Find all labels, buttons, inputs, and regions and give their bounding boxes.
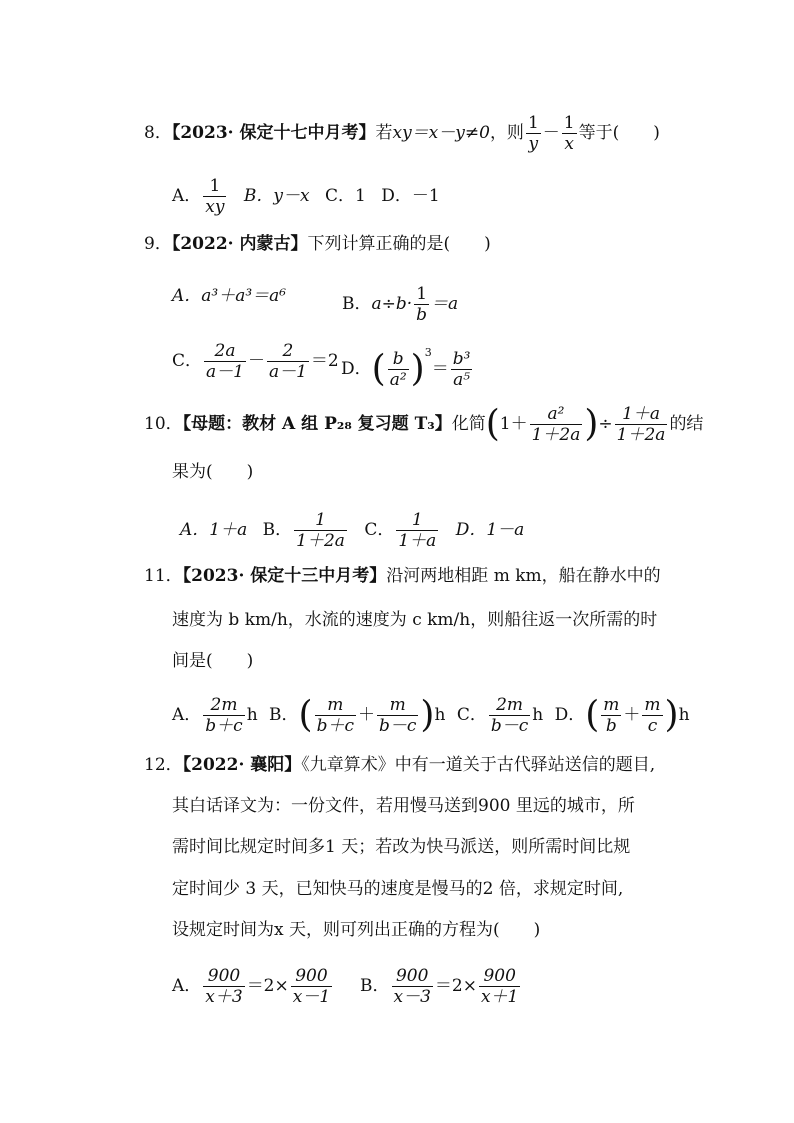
q9-c-f1-num: 2a [204,341,246,362]
q8-option-b[interactable]: B．y－x [243,186,310,206]
q9-c-tail: ＝2 [310,351,339,371]
q11-line2-text: 速度为 b km/h，水流的速度为 c km/h，则船往返一次所需的时 [172,610,658,630]
q10-c-den: 1＋a [398,531,437,551]
q8-stem [144,113,660,154]
q11-option-c[interactable]: C． [456,705,487,725]
q10-left-paren: ( [485,403,500,445]
q10-one-plus: 1＋ [499,414,528,434]
q9-number: 9． [144,234,172,254]
q8-a-den: xy [205,197,225,217]
q11-c-num: 2m [489,695,530,716]
q11-d-fraction-1 [601,695,621,736]
q12-stem-line5 [172,918,540,942]
q9-option-a[interactable] [172,284,286,308]
q8-stem-a: 若 [375,123,393,143]
q12-stem-line3 [172,835,630,859]
q12-b-label: B． [360,976,390,996]
q9-b-den: b [416,305,428,325]
q12-b-f2-den: x＋1 [480,987,519,1007]
q11-b-f1-num: m [315,695,356,716]
q11-options [172,695,690,736]
q11-b-fraction-2 [377,695,418,736]
q12-a-label: A． [172,976,202,996]
q12-option-a[interactable] [172,966,334,1007]
q12-stem-line2 [172,794,635,818]
q12-b-f1-num: 900 [392,966,433,987]
q12-a-f2-den: x－1 [292,987,331,1007]
q9-d-label: D． [341,359,372,379]
q10-f1-den: 1＋2a [531,425,581,445]
q12-line1-text: 《九章算术》中有一道关于古代驿站送信的题目, [301,755,656,775]
q11-b-left-paren: ( [298,694,313,736]
q9-c-f1-den: a－1 [206,362,244,382]
q11-b-unit: h [434,705,446,725]
q11-b-f2-num: m [377,695,418,716]
q9-d-r-den: a⁵ [453,370,471,390]
q8-stem-b: ，则 [489,123,524,143]
q12-line4-text: 定时间少 3 天，已知快马的速度是慢马的2 倍，求规定时间, [172,879,624,899]
q12-a-f1-den: x＋3 [205,987,243,1007]
q12-b-f1-den: x－3 [393,987,431,1007]
q12-stem-line1 [144,753,655,777]
q9-b-expr: a÷b· [371,294,413,314]
q12-source-tag: 【2022· 襄阳】 [182,755,302,775]
q9-d-right-fraction [451,349,473,390]
q12-b-mid: ＝2× [434,976,477,996]
q10-c-fraction [396,510,438,551]
q11-line1-text: 沿河两地相距 m km，船在静水中的 [386,566,661,586]
q9-c-mid: － [247,351,265,371]
q10-option-b[interactable]: B． [262,520,293,540]
q8-option-a-fraction [203,176,226,217]
q10-option-d[interactable]: D．1－a [455,520,525,540]
q8-f1-num: 1 [527,113,539,133]
q10-line2-text: 果为( ) [172,462,254,482]
q9-option-d[interactable] [341,341,474,390]
q8-options [172,176,440,217]
q9-b-label: B． [342,294,372,314]
q9-a-text: A．a³＋a³＝a⁶ [172,286,287,306]
q11-d-left-paren: ( [585,694,600,736]
q11-stem-line3 [172,649,253,673]
q11-a-num: 2m [203,695,244,716]
q8-stem-c: 等于( ) [578,123,660,143]
q11-source-tag: 【2023· 保定十三中月考】 [182,566,387,586]
q8-f1-den: y [528,134,539,154]
q9-d-in-num: b [388,349,409,370]
q10-stem-a: 化简 [451,414,486,434]
q12-line3-text: 需时间比规定时间多1 天；若改为快马派送，则所需时间比规 [172,837,631,857]
q11-b-f2-den: b－c [379,716,417,736]
q12-a-mid: ＝2× [246,976,289,996]
q9-b-tail: ＝a [431,294,459,314]
q9-stem [144,232,491,256]
q10-fraction-1 [530,404,583,445]
q11-d-f2-den: c [647,716,658,736]
q10-div: ÷ [598,414,613,434]
q11-a-fraction [203,695,244,736]
q8-option-c[interactable]: C．1 [324,186,366,206]
q11-b-plus: ＋ [358,705,375,725]
q11-line3-text: 间是( ) [172,651,254,671]
q8-option-a[interactable]: A． [172,186,202,206]
q8-f2-num: 1 [563,113,575,133]
q11-stem-line2 [172,608,657,632]
q9-option-c[interactable] [172,341,339,382]
q12-b-fraction-2 [479,966,520,1007]
q9-c-fraction-1 [204,341,246,382]
q12-b-fraction-1 [392,966,433,1007]
q10-f2-den: 1＋2a [616,425,666,445]
q12-stem-line4 [172,877,623,901]
q11-d-right-paren: ) [664,694,679,736]
q11-b-fraction-1 [315,695,356,736]
q12-number: 12． [144,755,183,775]
q10-right-paren: ) [584,403,599,445]
q11-c-fraction [489,695,530,736]
q10-stem-line2 [172,460,253,484]
q9-c-f2-den: a－1 [268,362,307,382]
q9-d-exp: 3 [424,346,432,359]
q11-d-fraction-2 [642,695,662,736]
q9-b-fraction [414,284,429,325]
q9-d-left-paren: ( [371,348,386,390]
q12-a-f2-num: 900 [291,966,332,987]
q10-b-fraction [294,510,347,551]
q9-b-num: 1 [414,284,429,305]
q10-stem [144,404,703,445]
q11-b-f1-den: b＋c [316,716,354,736]
q11-option-b[interactable]: B． [269,705,299,725]
q9-d-eq: ＝ [431,359,449,379]
q10-f2-num: 1＋a [615,404,668,425]
q11-b-right-paren: ) [420,694,435,736]
q9-source-tag: 【2022· 内蒙古】 [171,234,308,254]
q11-number: 11． [144,566,183,586]
q12-b-f2-num: 900 [479,966,520,987]
q11-a-unit: h [246,705,258,725]
q10-source-tag: 【母题：教材 A 组 P₂₈ 复习题 T₃】 [182,414,452,434]
q12-line2-text: 其白话译文为：一份文件，若用慢马送到900 里远的城市，所 [172,796,635,816]
q8-source-tag: 【2023· 保定十七中月考】 [171,123,376,143]
q8-condition: xy＝x－y≠0 [392,123,490,143]
q11-d-f1-den: b [605,716,617,736]
q9-stem-text: 下列计算正确的是( ) [307,234,491,254]
q12-a-f1-num: 900 [203,966,244,987]
q10-f1-num: a² [530,404,583,425]
q9-option-b[interactable] [342,284,458,325]
q8-a-num: 1 [203,176,226,197]
q8-f2-den: x [564,134,574,154]
q9-d-r-num: b³ [452,349,471,369]
q8-number: 8． [144,123,172,143]
q11-d-f1-num: m [603,695,620,715]
q8-minus: － [542,123,560,143]
q10-c-num: 1 [396,510,438,531]
q9-d-right-paren: ) [410,348,425,390]
q12-a-fraction-2 [291,966,332,1007]
q10-number: 10． [144,414,183,434]
q8-fraction-1 [526,113,541,154]
q8-fraction-2 [562,113,577,154]
q12-a-fraction-1 [203,966,244,1007]
q10-option-a[interactable]: A．1＋a [180,520,248,540]
q11-a-den: b＋c [205,716,243,736]
q12-option-b[interactable] [360,966,522,1007]
q11-d-f2-num: m [644,695,661,715]
q12-line5-text: 设规定时间为x 天，则可列出正确的方程为( ) [172,920,541,940]
q9-c-label: C． [172,351,203,371]
q11-d-unit: h [678,705,690,725]
q10-b-den: 1＋2a [296,531,345,551]
q11-c-den: b－c [490,716,529,736]
q10-b-num: 1 [294,510,347,531]
q10-stem-b: 的结 [669,414,704,434]
q9-c-f2-num: 2 [267,341,309,362]
q10-options [180,510,524,551]
q9-c-fraction-2 [267,341,309,382]
q9-d-inner-fraction [388,349,409,390]
q11-option-d[interactable]: D． [554,705,586,725]
q8-option-d[interactable]: D．－1 [381,186,440,206]
q10-fraction-2 [615,404,668,445]
q9-d-in-den: a² [389,370,407,390]
q11-stem-line1 [144,564,661,588]
q11-c-unit: h [532,705,544,725]
q10-option-c[interactable]: C． [364,520,395,540]
q11-option-a[interactable]: A． [172,705,202,725]
q11-d-plus: ＋ [623,705,641,725]
